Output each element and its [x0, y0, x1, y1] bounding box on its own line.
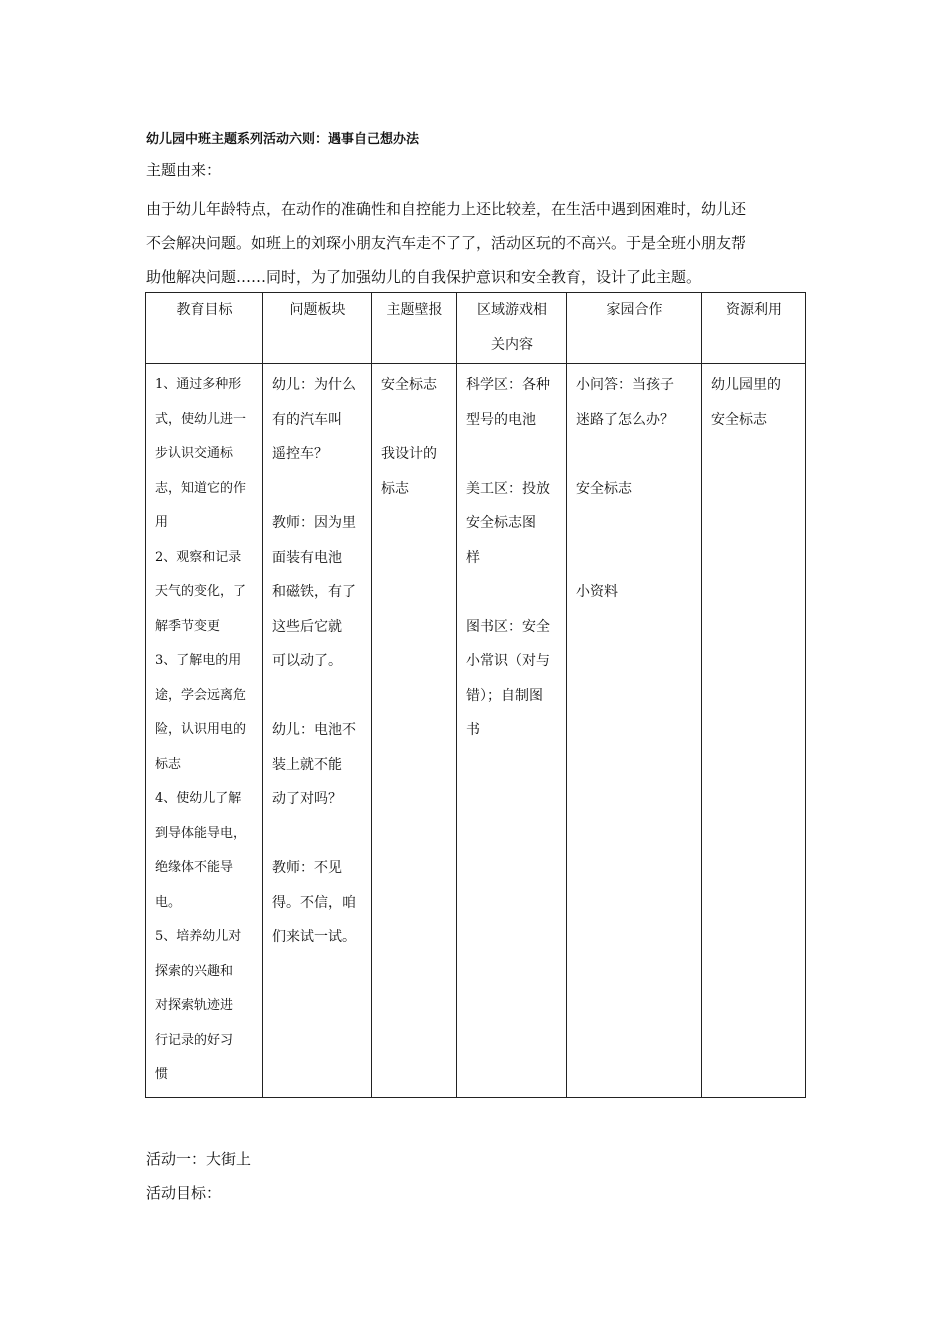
cell-line: 可以动了。 [272, 653, 342, 669]
cell-line: 教师：因为里 [272, 515, 356, 531]
table-header-col-home [567, 293, 702, 364]
header-line: 问题板块 [289, 302, 346, 318]
cell-line: 标志 [155, 756, 182, 772]
header-line: 资源利用 [726, 302, 782, 318]
cell-line: 样 [466, 549, 480, 566]
intro-paragraph [146, 192, 810, 294]
section-heading-origin: 主题由来： [146, 161, 222, 179]
cell-line [466, 437, 558, 472]
cell-line: 得。不信，咱 [272, 894, 356, 911]
cell-line: 错）；自制图 [466, 687, 543, 704]
table-row [146, 364, 806, 1098]
cell-line [576, 541, 693, 576]
table-header-col-question [263, 293, 372, 364]
cell-line: 3、了解电的用 [155, 653, 242, 668]
cell-line: 5、培养幼儿对 [155, 929, 242, 944]
activity-title: 活动一：大街上 [146, 1150, 252, 1168]
header-line: 关内容 [491, 337, 533, 353]
cell-line: 有的汽车叫 [272, 411, 342, 428]
cell-line: 天气的变化，了 [155, 584, 247, 599]
cell-line: 用 [155, 515, 169, 530]
table-header-row [146, 293, 806, 364]
cell-line [272, 472, 363, 507]
cell-line: 安全标志 [381, 377, 437, 393]
cell-line: 书 [466, 722, 480, 738]
table-header-col-area [457, 293, 567, 364]
cell-line: 和磁铁，有了 [272, 584, 356, 600]
cell-line: 行记录的好习 [155, 1032, 234, 1048]
document-title: 幼儿园中班主题系列活动六则：遇事自己想办法 [146, 132, 420, 147]
cell-line: 险，认识用电的 [155, 722, 247, 737]
cell-line: 到导体能导电， [155, 825, 247, 841]
cell-line: 幼儿：电池不 [272, 722, 356, 738]
table-cell-col-home [567, 364, 702, 1098]
cell-line: 型号的电池 [466, 411, 536, 428]
cell-line [576, 437, 693, 472]
cell-line [381, 403, 448, 438]
cell-line: 2、观察和记录 [155, 549, 242, 565]
table-cell-col-question [263, 364, 372, 1098]
cell-line: 解季节变更 [155, 618, 221, 634]
intro-line: 由于幼儿年龄特点，在动作的准确性和自控能力上还比较差，在生活中遇到困难时，幼儿还 [146, 200, 747, 218]
cell-line: 1、通过多种形 [155, 377, 242, 392]
activity-goal-label: 活动目标： [146, 1184, 222, 1202]
cell-line: 4、使幼儿了解 [155, 791, 242, 806]
table-header-col-resource [702, 293, 806, 364]
intro-line: 助他解决问题……同时，为了加强幼儿的自我保护意识和安全教育，设计了此主题。 [146, 268, 702, 286]
cell-line: 科学区：各种 [466, 377, 550, 393]
header-line: 主题壁报 [386, 302, 443, 318]
cell-line [272, 817, 363, 852]
cell-line: 小常识（对与 [466, 653, 550, 669]
cell-line: 动了对吗？ [272, 791, 342, 807]
cell-line: 安全标志图 [466, 515, 536, 531]
cell-line: 途，学会远离危 [155, 687, 247, 703]
cell-line: 式，使幼儿进一 [155, 411, 247, 427]
cell-line: 图书区：安全 [466, 618, 550, 635]
cell-line [576, 506, 693, 541]
cell-line: 这些后它就 [272, 618, 342, 635]
table-cell-col-wall [372, 364, 457, 1098]
cell-line: 标志 [381, 480, 409, 497]
intro-line: 不会解决问题。如班上的刘琛小朋友汽车走不了了，活动区玩的不高兴。于是全班小朋友帮 [146, 234, 747, 252]
table-header-col-goal [146, 293, 263, 364]
cell-line: 电。 [155, 894, 182, 910]
cell-line: 美工区：投放 [466, 480, 550, 497]
header-line: 区域游戏相 [477, 302, 547, 318]
header-line: 家园合作 [606, 302, 663, 318]
cell-line: 探索的兴趣和 [155, 963, 234, 979]
cell-line: 幼儿园里的 [711, 377, 781, 393]
theme-plan-table [145, 292, 806, 1098]
cell-line: 绝缘体不能导 [155, 860, 234, 875]
header-line: 教育目标 [176, 302, 233, 318]
cell-line [272, 679, 363, 714]
cell-line: 惯 [155, 1067, 169, 1082]
cell-line: 安全标志 [711, 411, 767, 428]
table-header-col-wall [372, 293, 457, 364]
cell-line: 对探索轨迹进 [155, 998, 234, 1013]
cell-line: 我设计的 [381, 446, 437, 462]
cell-line: 面装有电池 [272, 549, 342, 566]
cell-line [466, 575, 558, 610]
cell-line: 幼儿：为什么 [272, 377, 356, 393]
table-cell-col-resource [702, 364, 806, 1098]
cell-line: 教师：不见 [272, 860, 342, 876]
table-cell-col-area [457, 364, 567, 1098]
table-cell-col-goal [146, 364, 263, 1098]
cell-line: 安全标志 [576, 480, 632, 497]
cell-line: 们来试一试。 [272, 929, 356, 945]
cell-line: 遥控车？ [272, 446, 328, 462]
cell-line: 小问答：当孩子 [576, 377, 674, 393]
cell-line: 步认识交通标 [155, 446, 234, 461]
cell-line: 志，知道它的作 [155, 480, 247, 496]
cell-line: 迷路了怎么办？ [576, 411, 674, 428]
cell-line: 装上就不能 [272, 756, 342, 773]
cell-line: 小资料 [576, 584, 618, 600]
